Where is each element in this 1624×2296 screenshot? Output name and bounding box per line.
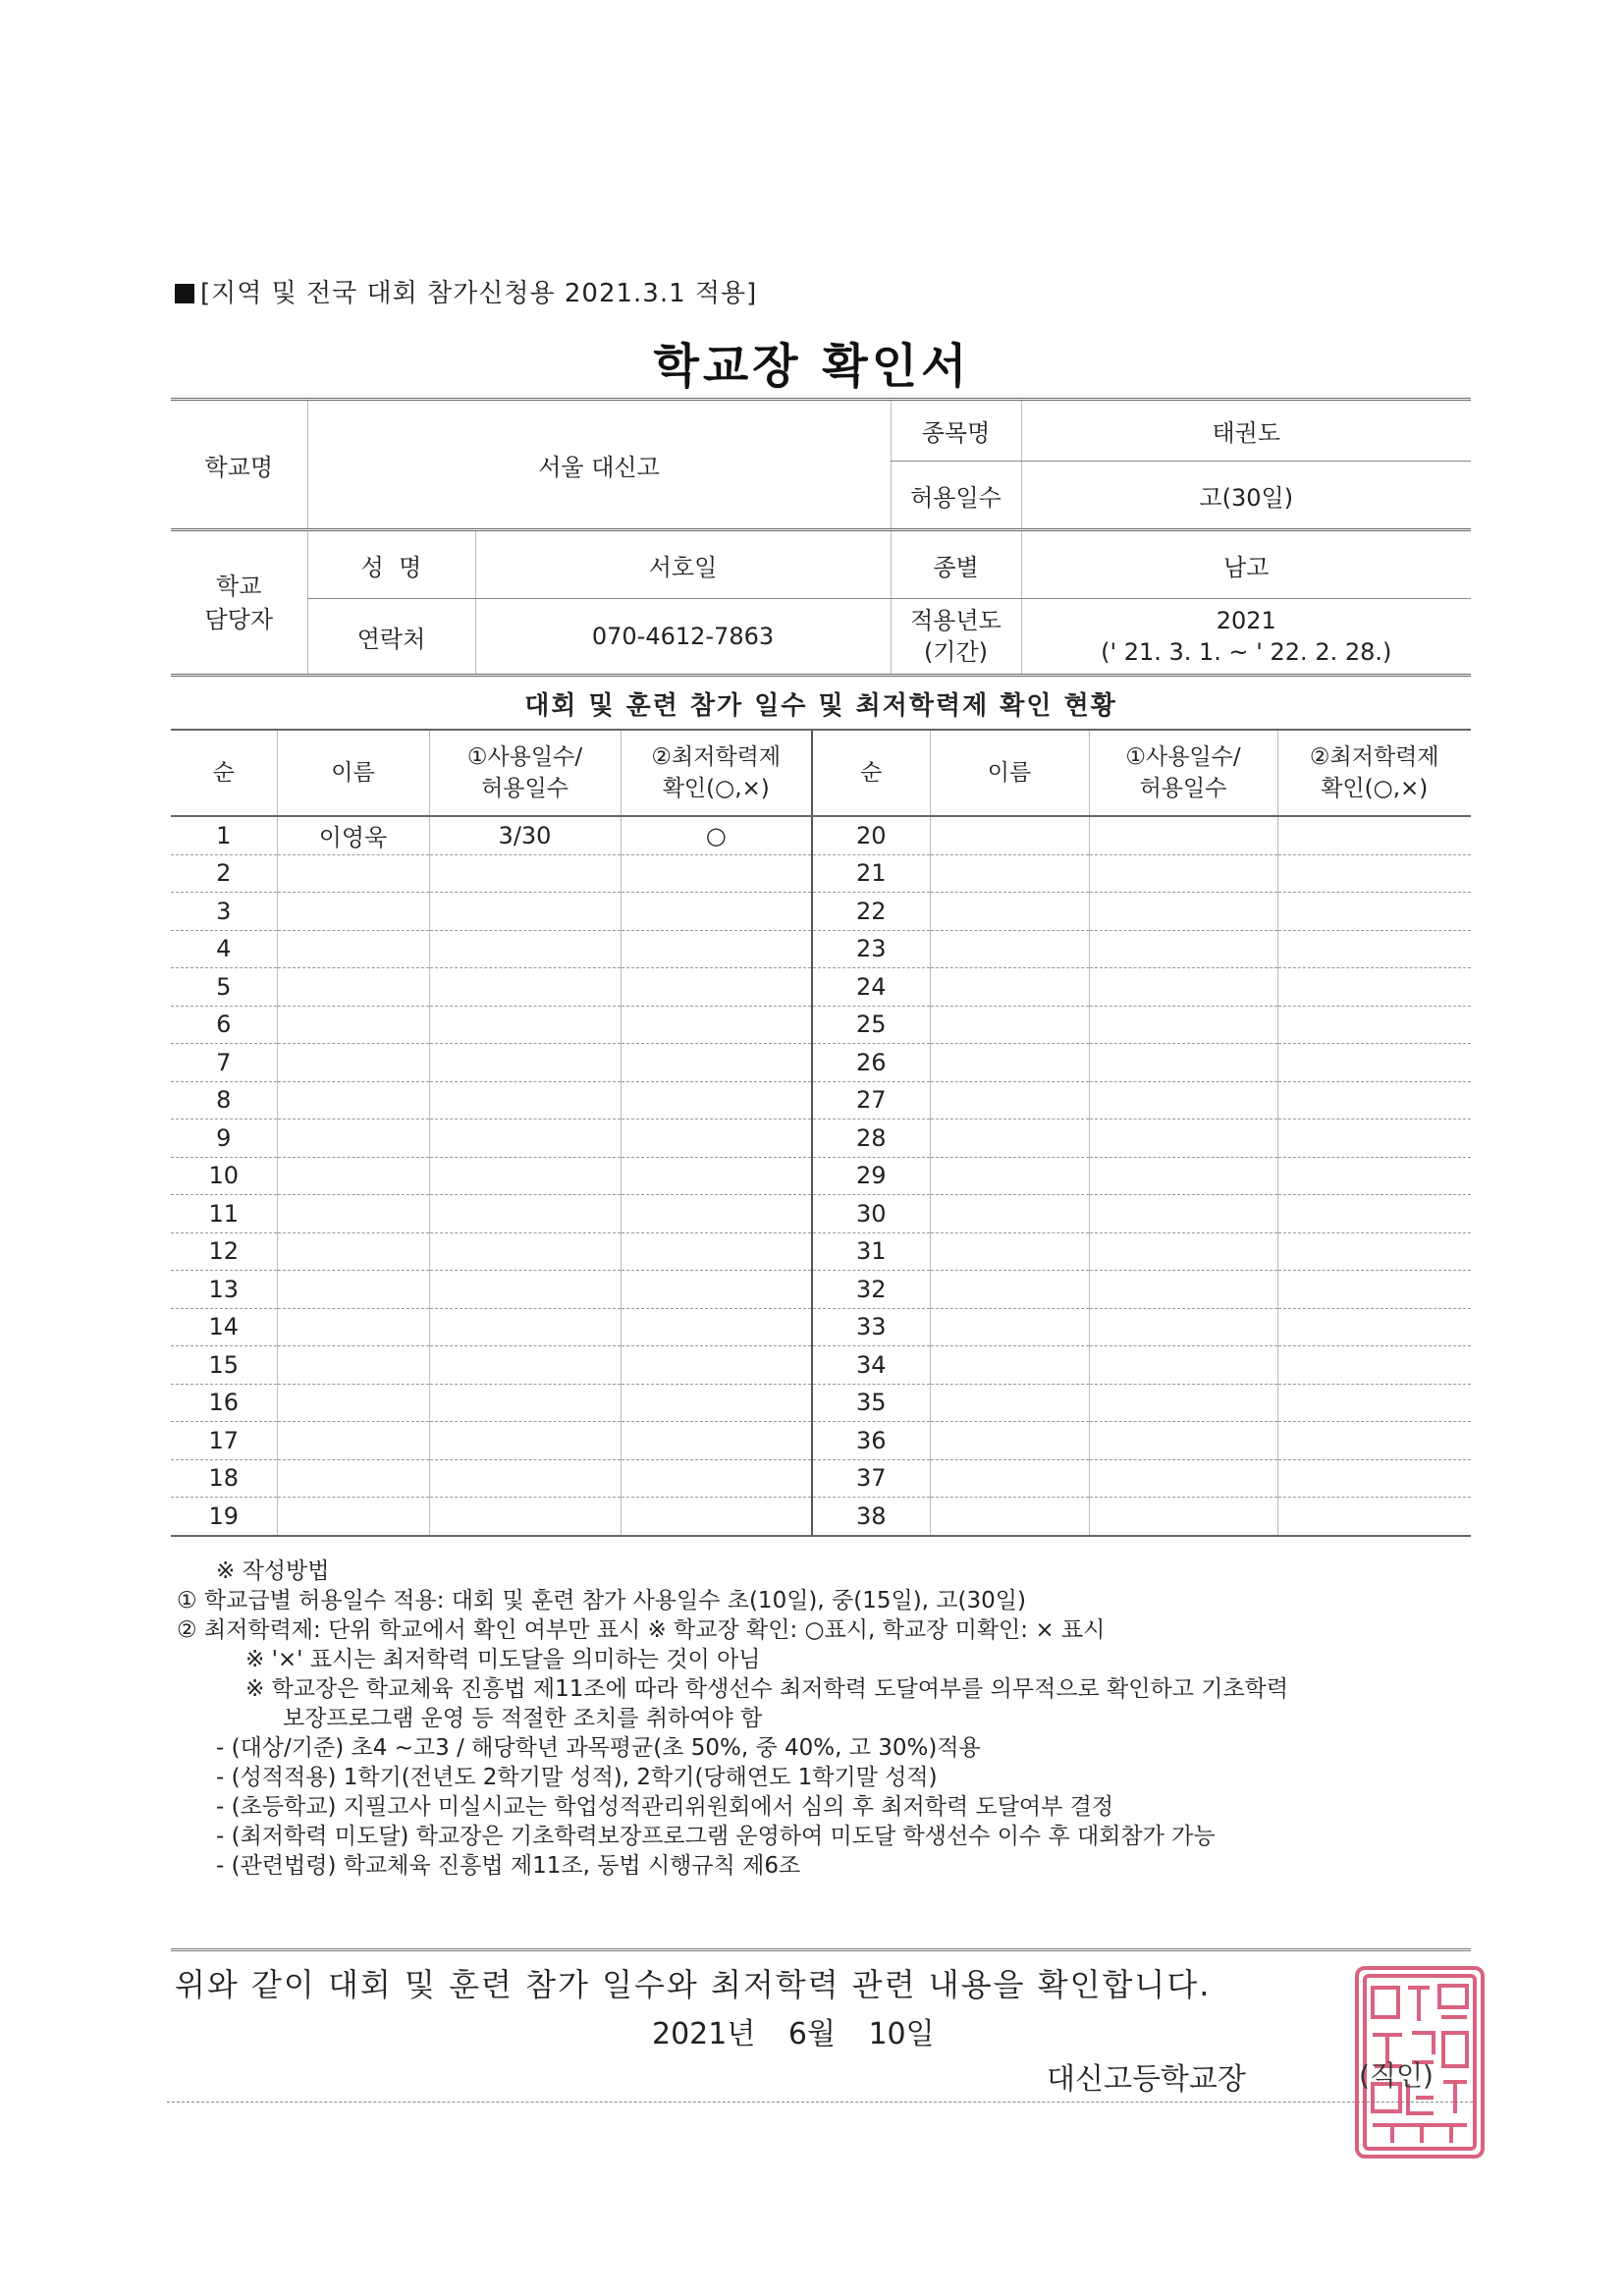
- cell-left-check: [621, 1081, 812, 1120]
- cell-right-check: [1277, 893, 1471, 931]
- cell-left-name: [277, 854, 429, 893]
- cell-left-name: 이영욱: [277, 816, 429, 854]
- confirmation-statement: 위와 같이 대회 및 훈련 참가 일수와 최저학력 관련 내용을 확인합니다.: [175, 1966, 1212, 2003]
- cell-left-name: [277, 1157, 429, 1195]
- cell-right-no: 24: [812, 968, 930, 1007]
- principal-title: 대신고등학교장: [1047, 2062, 1246, 2097]
- year-label: [891, 599, 1021, 676]
- header-check-line1-2: ②최저학력제: [1309, 744, 1439, 770]
- year-value: [1021, 599, 1471, 676]
- manager-label-line2: 담당자: [204, 605, 274, 633]
- contact-value: 070-4612-7863: [475, 599, 891, 676]
- cell-right-days: [1089, 1081, 1277, 1120]
- cell-right-days: [1089, 1308, 1277, 1346]
- cell-left-name: [277, 968, 429, 1007]
- cell-right-no: 20: [812, 816, 930, 854]
- cell-left-check: [621, 1157, 812, 1195]
- cell-right-check: [1277, 1346, 1471, 1385]
- cell-right-check: [1277, 1308, 1471, 1346]
- cell-right-no: 25: [812, 1006, 930, 1044]
- school-value: 서울 대신고: [307, 400, 891, 530]
- manager-label: [171, 530, 307, 676]
- cell-right-check: [1277, 1422, 1471, 1460]
- cell-left-days: [429, 1120, 621, 1158]
- cell-right-name: [930, 1422, 1089, 1460]
- header-name-2: 이름: [930, 730, 1089, 816]
- header-used-line1-2: ①사용일수/: [1125, 744, 1241, 770]
- cell-right-days: [1089, 1346, 1277, 1385]
- note-line: - (초등학교) 지필고사 미실시교는 학업성적관리위원회에서 심의 후 최저학력 도달여부 결정: [216, 1794, 1114, 1820]
- cell-right-days: [1089, 893, 1277, 931]
- cell-left-check: [621, 1271, 812, 1309]
- cell-right-no: 29: [812, 1157, 930, 1195]
- cell-left-days: [429, 1081, 621, 1120]
- cell-right-check: [1277, 854, 1471, 893]
- cell-left-no: 1: [171, 816, 277, 854]
- cell-right-no: 38: [812, 1498, 930, 1536]
- cell-right-name: [930, 930, 1089, 968]
- cell-left-name: [277, 893, 429, 931]
- cell-left-days: [429, 1195, 621, 1233]
- square-bullet-icon: [175, 284, 194, 303]
- cell-left-check: ○: [621, 816, 812, 854]
- cell-right-check: [1277, 968, 1471, 1007]
- table-row: [171, 1459, 1471, 1498]
- cell-right-check: [1277, 816, 1471, 854]
- table-header-row: [171, 730, 1471, 816]
- table-row: [171, 893, 1471, 931]
- cell-right-name: [930, 1006, 1089, 1044]
- cell-left-check: [621, 1232, 812, 1271]
- cell-left-days: [429, 1006, 621, 1044]
- cell-right-days: [1089, 1271, 1277, 1309]
- cell-left-check: [621, 1459, 812, 1498]
- header-check-2: [1277, 730, 1471, 816]
- cell-left-days: [429, 1498, 621, 1536]
- note-line: ※ '×' 표시는 최저학력 미도달을 의미하는 것이 아님: [245, 1647, 761, 1672]
- table-row: [171, 968, 1471, 1007]
- cell-right-no: 36: [812, 1422, 930, 1460]
- allowed-days-value: 고(30일): [1021, 462, 1471, 530]
- cell-left-name: [277, 1308, 429, 1346]
- allowed-days-label: 허용일수: [891, 462, 1021, 530]
- cell-right-name: [930, 1157, 1089, 1195]
- cell-left-check: [621, 1308, 812, 1346]
- sport-value: 태권도: [1021, 400, 1471, 462]
- name-value: 서호일: [475, 530, 891, 599]
- table-row: [171, 1308, 1471, 1346]
- cell-right-days: [1089, 1044, 1277, 1082]
- cell-right-days: [1089, 1459, 1277, 1498]
- section-title: 대회 및 훈련 참가 일수 및 최저학력제 확인 현황: [524, 691, 1117, 721]
- cell-right-check: [1277, 1006, 1471, 1044]
- cell-left-no: 15: [171, 1346, 277, 1385]
- cell-right-name: [930, 1232, 1089, 1271]
- cell-right-no: 32: [812, 1271, 930, 1309]
- cell-left-name: [277, 1120, 429, 1158]
- cell-right-no: 33: [812, 1308, 930, 1346]
- cell-left-name: [277, 1498, 429, 1536]
- cell-left-no: 18: [171, 1459, 277, 1498]
- cell-left-days: [429, 1384, 621, 1422]
- cell-right-check: [1277, 1459, 1471, 1498]
- cell-left-no: 8: [171, 1081, 277, 1120]
- cell-left-check: [621, 1006, 812, 1044]
- cell-left-days: [429, 1308, 621, 1346]
- cell-right-check: [1277, 1120, 1471, 1158]
- cell-left-check: [621, 1498, 812, 1536]
- cell-right-check: [1277, 1195, 1471, 1233]
- cell-right-no: 27: [812, 1081, 930, 1120]
- cell-right-days: [1089, 1120, 1277, 1158]
- cell-left-name: [277, 1232, 429, 1271]
- footer-divider: [171, 1948, 1471, 1951]
- cell-left-days: [429, 1346, 621, 1385]
- cell-right-days: [1089, 1195, 1277, 1233]
- note-line: ② 최저학력제: 단위 학교에서 확인 여부만 표시 ※ 학교장 확인: ○표시, 학교장 미확인: × 표시: [177, 1617, 1106, 1643]
- cell-left-no: 14: [171, 1308, 277, 1346]
- cell-right-no: 35: [812, 1384, 930, 1422]
- cell-right-name: [930, 816, 1089, 854]
- header-used-days: [429, 730, 621, 816]
- cell-right-name: [930, 1384, 1089, 1422]
- cell-left-no: 5: [171, 968, 277, 1007]
- cell-left-name: [277, 1346, 429, 1385]
- cell-right-check: [1277, 1157, 1471, 1195]
- header-check-line2: 확인(○,×): [662, 776, 770, 801]
- table-row: [171, 930, 1471, 968]
- cell-right-check: [1277, 1232, 1471, 1271]
- cell-right-check: [1277, 930, 1471, 968]
- cell-left-no: 10: [171, 1157, 277, 1195]
- cell-right-days: [1089, 1384, 1277, 1422]
- info-table: [171, 398, 1471, 677]
- period-value-line: (' 21. 3. 1. ~ ' 22. 2. 28.): [1101, 638, 1392, 666]
- cell-right-name: [930, 1081, 1089, 1120]
- cell-right-check: [1277, 1384, 1471, 1422]
- cell-right-check: [1277, 1044, 1471, 1082]
- cell-left-name: [277, 1271, 429, 1309]
- cell-left-no: 2: [171, 854, 277, 893]
- note-line: 보장프로그램 운영 등 적절한 조치를 취하여야 함: [283, 1706, 763, 1731]
- header-used-line2-2: 허용일수: [1139, 776, 1227, 801]
- cell-left-check: [621, 930, 812, 968]
- header-check-line1: ②최저학력제: [651, 744, 782, 770]
- cell-left-check: [621, 1384, 812, 1422]
- note-line: - (성적적용) 1학기(전년도 2학기말 성적), 2학기(당해연도 1학기말 성적): [216, 1765, 938, 1790]
- bottom-divider: [167, 2102, 1473, 2103]
- cell-left-no: 11: [171, 1195, 277, 1233]
- cell-left-check: [621, 854, 812, 893]
- table-row: [171, 1232, 1471, 1271]
- cell-right-days: [1089, 816, 1277, 854]
- cell-right-no: 23: [812, 930, 930, 968]
- cell-left-days: [429, 893, 621, 931]
- sport-label: 종목명: [891, 400, 1021, 462]
- form-usage-label: [175, 273, 757, 309]
- manager-label-line1: 학교: [216, 572, 262, 600]
- cell-right-days: [1089, 1157, 1277, 1195]
- cell-right-name: [930, 1308, 1089, 1346]
- form-usage-text: [지역 및 전국 대회 참가신청용 2021.3.1 적용]: [200, 279, 758, 308]
- cell-right-no: 37: [812, 1459, 930, 1498]
- cell-left-check: [621, 1346, 812, 1385]
- cell-left-days: [429, 1044, 621, 1082]
- cell-right-name: [930, 893, 1089, 931]
- cell-right-days: [1089, 1006, 1277, 1044]
- cell-right-no: 26: [812, 1044, 930, 1082]
- cell-left-no: 17: [171, 1422, 277, 1460]
- table-row: [171, 1271, 1471, 1309]
- table-row: [171, 1120, 1471, 1158]
- header-no: 순: [171, 730, 277, 816]
- cell-left-days: 3/30: [429, 816, 621, 854]
- note-line: ① 학교급별 허용일수 적용: 대회 및 훈련 참가 사용일수 초(10일), 중(15일), 고(30일): [177, 1588, 1026, 1613]
- cell-left-days: [429, 968, 621, 1007]
- cell-right-check: [1277, 1081, 1471, 1120]
- cell-left-no: 13: [171, 1271, 277, 1309]
- cell-right-no: 21: [812, 854, 930, 893]
- cell-right-no: 31: [812, 1232, 930, 1271]
- header-used-line2: 허용일수: [481, 776, 568, 801]
- cell-right-name: [930, 968, 1089, 1007]
- cell-left-days: [429, 1232, 621, 1271]
- cell-left-days: [429, 930, 621, 968]
- header-check: [621, 730, 812, 816]
- cell-right-days: [1089, 854, 1277, 893]
- cell-right-name: [930, 1346, 1089, 1385]
- notes-title: ※ 작성방법: [216, 1558, 330, 1584]
- participants-table: [171, 729, 1471, 1537]
- cell-right-days: [1089, 1422, 1277, 1460]
- header-used-days-2: [1089, 730, 1277, 816]
- table-row: [171, 1044, 1471, 1082]
- cell-left-check: [621, 1044, 812, 1082]
- cell-left-name: [277, 1044, 429, 1082]
- cell-left-days: [429, 1271, 621, 1309]
- cell-left-name: [277, 1459, 429, 1498]
- header-check-line2-2: 확인(○,×): [1321, 776, 1429, 801]
- cell-right-no: 22: [812, 893, 930, 931]
- year-label-line1: 적용년도: [910, 607, 1001, 634]
- table-row: [171, 1157, 1471, 1195]
- table-row: [171, 816, 1471, 854]
- year-value-line: 2021: [1216, 607, 1276, 634]
- table-row: [171, 854, 1471, 893]
- official-seal-label: (직인): [1359, 2059, 1434, 2092]
- cell-right-name: [930, 1498, 1089, 1536]
- cell-left-name: [277, 930, 429, 968]
- year-label-line2: (기간): [923, 638, 989, 666]
- cell-left-days: [429, 854, 621, 893]
- cell-left-name: [277, 1006, 429, 1044]
- confirmation-date: 2021년 6월 10일: [652, 2017, 935, 2051]
- cell-right-days: [1089, 1232, 1277, 1271]
- cell-left-no: 4: [171, 930, 277, 968]
- cell-left-days: [429, 1422, 621, 1460]
- cell-right-no: 28: [812, 1120, 930, 1158]
- cell-right-no: 30: [812, 1195, 930, 1233]
- cell-right-name: [930, 1271, 1089, 1309]
- cell-left-check: [621, 893, 812, 931]
- cell-left-no: 6: [171, 1006, 277, 1044]
- note-line: ※ 학교장은 학교체육 진흥법 제11조에 따라 학생선수 최저학력 도달여부를 의무적으로 확인하고 기초학력: [245, 1676, 1289, 1702]
- cell-left-days: [429, 1459, 621, 1498]
- cell-right-name: [930, 1195, 1089, 1233]
- name-label: 성 명: [307, 530, 475, 599]
- cell-left-no: 12: [171, 1232, 277, 1271]
- cell-right-days: [1089, 1498, 1277, 1536]
- category-label: 종별: [891, 530, 1021, 599]
- cell-left-check: [621, 968, 812, 1007]
- cell-left-check: [621, 1120, 812, 1158]
- cell-left-check: [621, 1195, 812, 1233]
- cell-left-no: 16: [171, 1384, 277, 1422]
- cell-right-no: 34: [812, 1346, 930, 1385]
- cell-right-name: [930, 1120, 1089, 1158]
- table-row: [171, 1422, 1471, 1460]
- cell-right-check: [1277, 1498, 1471, 1536]
- cell-right-name: [930, 1459, 1089, 1498]
- table-row: [171, 1081, 1471, 1120]
- cell-left-name: [277, 1195, 429, 1233]
- cell-right-name: [930, 1044, 1089, 1082]
- category-value: 남고: [1021, 530, 1471, 599]
- instructions: [177, 1557, 1483, 1881]
- header-name: 이름: [277, 730, 429, 816]
- school-label: 학교명: [171, 400, 307, 530]
- table-row: [171, 1498, 1471, 1536]
- contact-label: 연락처: [307, 599, 475, 676]
- table-row: [171, 1195, 1471, 1233]
- cell-left-no: 9: [171, 1120, 277, 1158]
- note-line: - (관련법령) 학교체육 진흥법 제11조, 동법 시행규칙 제6조: [216, 1853, 801, 1879]
- header-used-line1: ①사용일수/: [466, 744, 583, 770]
- note-line: - (최저학력 미도달) 학교장은 기초학력보장프로그램 운영하여 미도달 학생선수 이수 후 대회참가 가능: [216, 1824, 1216, 1849]
- cell-right-days: [1089, 930, 1277, 968]
- cell-left-no: 3: [171, 893, 277, 931]
- cell-left-name: [277, 1384, 429, 1422]
- cell-left-no: 19: [171, 1498, 277, 1536]
- cell-left-days: [429, 1157, 621, 1195]
- cell-right-check: [1277, 1271, 1471, 1309]
- table-row: [171, 1006, 1471, 1044]
- page-title: 학교장 확인서: [653, 339, 971, 394]
- header-no-2: 순: [812, 730, 930, 816]
- table-row: [171, 1346, 1471, 1385]
- table-row: [171, 1384, 1471, 1422]
- cell-left-name: [277, 1081, 429, 1120]
- cell-left-check: [621, 1422, 812, 1460]
- cell-left-no: 7: [171, 1044, 277, 1082]
- cell-right-name: [930, 854, 1089, 893]
- cell-left-name: [277, 1422, 429, 1460]
- cell-right-days: [1089, 968, 1277, 1007]
- note-line: - (대상/기준) 초4 ~고3 / 해당학년 과목평균(초 50%, 중 40%, 고 30%)적용: [216, 1735, 981, 1761]
